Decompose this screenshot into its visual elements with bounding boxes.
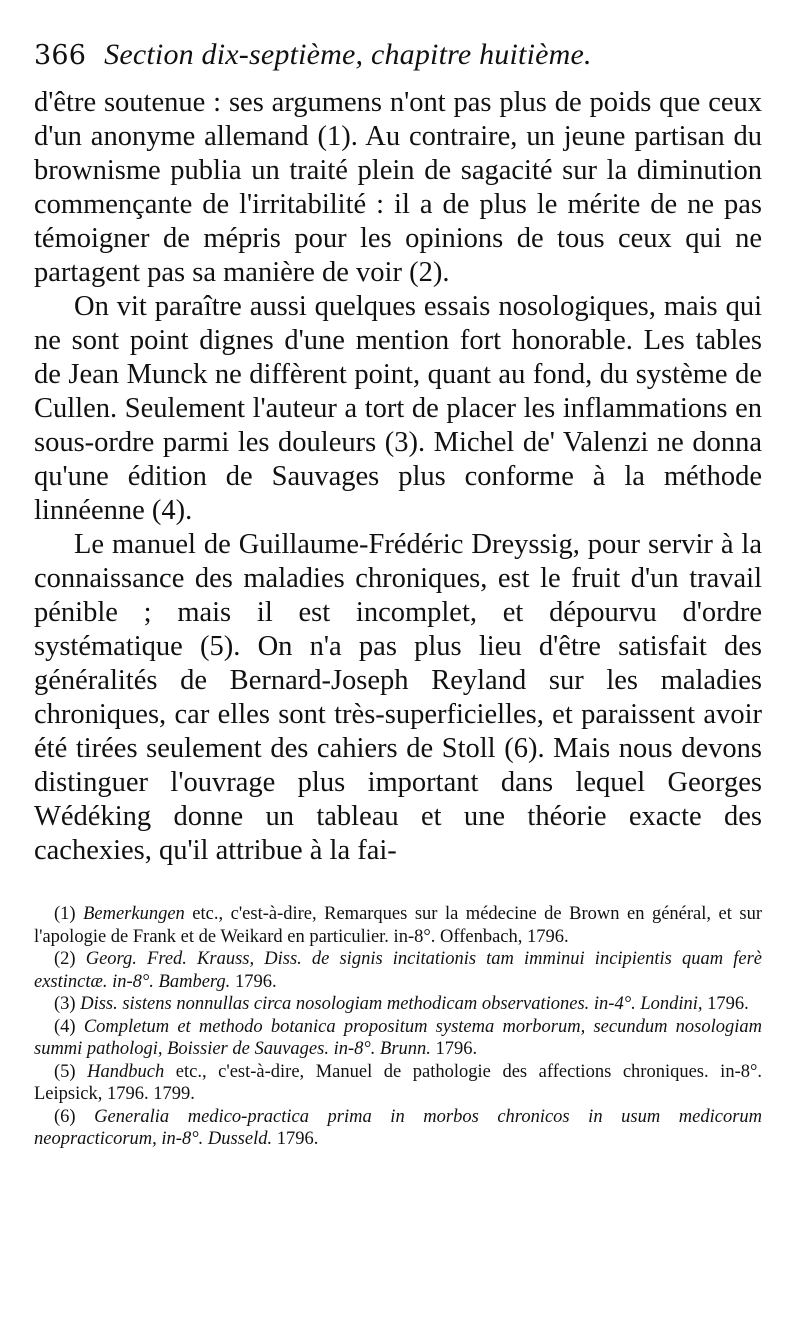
footnote-text: etc., c'est-à-dire, Manuel de pathologie des affections chroniques. in-8°. Leipsick, 1796. 1799.: [34, 1061, 762, 1104]
footnote-title: Handbuch: [87, 1061, 165, 1082]
footnote-mark: (3): [54, 994, 76, 1014]
footnote-mark: (2): [54, 949, 76, 969]
footnote-4: [34, 1016, 762, 1061]
footnote-2: [34, 948, 762, 993]
footnote-text: 1796.: [430, 1039, 478, 1059]
footnote-title: Generalia medico-practica prima in morbos chronicos in usum medicorum neopracticorum, in-8°. Dusseld.: [34, 1106, 762, 1149]
footnote-mark: (1): [54, 904, 76, 924]
footnote-text: etc., c'est-à-dire, Remarques sur la médecine de Brown en général, et sur l'apologie de Frank et de Weikard en particulier. in-8°. Offenbach, 1796.: [34, 904, 762, 947]
footnote-title: Completum et methodo botanica propositum systema morborum, secundum nosologiam summi pathologi, Boissier de Sauvages. in-8°. Brunn.: [34, 1016, 763, 1059]
footnotes: [34, 903, 762, 1151]
footnote-mark: (4): [54, 1016, 76, 1037]
paragraph-1: d'être soutenue : ses argumens n'ont pas plus de poids que ceux d'un anonyme allemand (1). Au contraire, un jeune partisan du brownisme publia un traité plein de sagacité sur la diminution commençante de l'irritabilité : il a de plus le mérite de ne pas témoigner de mépris pour les opinions de tous ceux qui ne partagent pas sa manière de voir (2).: [34, 87, 762, 288]
running-title: Section dix-septième, chapitre huitième.: [104, 38, 592, 71]
footnote-title: Bemerkungen: [83, 904, 185, 924]
paragraph-3: Le manuel de Guillaume-Frédéric Dreyssig, pour servir à la connaissance des maladies chroniques, est le fruit d'un travail pénible ; mais il est incomplet, et dépourvu d'ordre systématique (5). On n'a pas plus lieu d'être satisfait des généralités de Bernard-Joseph Reyland sur les maladies chroniques, car elles sont très-superficielles, et paraissent avoir été tirées seulement des cahiers de Stoll (6). Mais nous devons distinguer l'ouvrage plus important dans lequel Georges Wédéking donne un tableau et une théorie exacte des cachexies, qu'il attribue à la fai-: [34, 529, 762, 866]
footnote-text: 1796.: [272, 1129, 319, 1149]
page-number: 366: [34, 40, 87, 71]
footnote-separator: [34, 892, 762, 893]
main-text: [34, 86, 762, 868]
footnote-6: [34, 1106, 762, 1151]
running-header: [34, 38, 762, 86]
footnote-title: Diss. sistens nonnullas circa nosologiam methodicam observationes. in-4°. Londini,: [80, 994, 703, 1014]
footnote-3: [34, 993, 762, 1016]
footnote-title: Georg. Fred. Krauss, Diss. de signis incitationis tam imminui incipientis quam ferè exstinctæ. in-8°. Bamberg.: [34, 949, 762, 992]
paragraph-2: On vit paraître aussi quelques essais nosologiques, mais qui ne sont point dignes d'une mention fort honorable. Les tables de Jean Munck ne diffèrent point, quant au fond, du système de Cullen. Seulement l'auteur a tort de placer les inflammations en sous-ordre parmi les douleurs (3). Michel de' Valenzi ne donna qu'une édition de Sauvages plus conforme à la méthode linnéenne (4).: [34, 291, 762, 526]
footnote-text: 1796.: [230, 971, 277, 992]
footnote-5: [34, 1061, 762, 1106]
footnote-mark: (6): [54, 1106, 76, 1127]
footnote-text: 1796.: [702, 994, 749, 1014]
footnote-1: [34, 903, 762, 948]
footnote-mark: (5): [54, 1061, 76, 1082]
